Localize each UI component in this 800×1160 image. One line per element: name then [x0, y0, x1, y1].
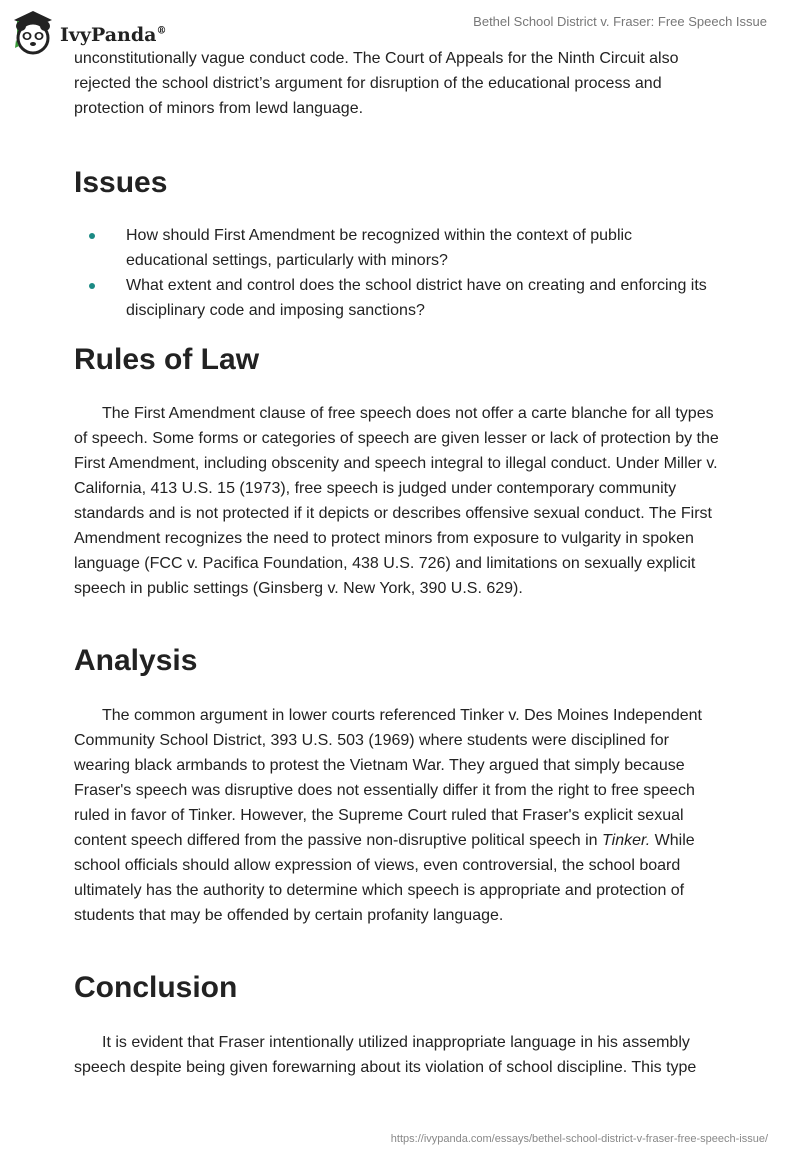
source-url-link[interactable]: https://ivypanda.com/essays/bethel-school-district-v-fraser-free-speech-issue/: [390, 1133, 768, 1145]
conclusion-heading: Conclusion: [74, 971, 238, 1004]
rules-heading: Rules of Law: [74, 343, 260, 376]
logo-text: IvyPanda®: [60, 24, 167, 46]
conclusion-paragraph: It is evident that Fraser intentionally utilized inappropriate language in his assembly speech despite being given forewarning about its violation of school discipline. This type: [74, 1034, 697, 1076]
intro-paragraph: unconstitutionally vague conduct code. The Court of Appeals for the Ninth Circuit also rejected the school district’s argument for disruption of the educational process and protection of minors from lewd language.: [74, 50, 679, 117]
analysis-paragraph: The common argument in lower courts referenced Tinker v. Des Moines Independent Community School District, 393 U.S. 503 (1969) where students were disciplined for wearing black armbands to protest the Vietnam War. They argued that simply because Fraser's speech was disruptive does not essentially differ it from the right to free speech ruled in favor of Tinker. However, the Supreme Court ruled that Fraser's explicit sexual content speech differed from the passive non-disruptive political speech in Tinker. While school officials should allow expression of views, even controversial, the school board ultimately has the authority to determine which speech is appropriate and protection of students that may be offended by certain profanity language.: [74, 707, 702, 924]
list-item: How should First Amendment be recognized within the context of public educational settings, particularly with minors?: [74, 223, 714, 273]
rules-paragraph: The First Amendment clause of free speech does not offer a carte blanche for all types of speech. Some forms or categories of speech are given lesser or lack of protection by the First Amendment, including obscenity and speech integral to illegal conduct. Under Miller v. California, 413 U.S. 15 (1973), free speech is judged under contemporary community standards and is not protected if it depicts or describes offensive sexual conduct. The First Amendment recognizes the need to protect minors from exposure to vulgarity in spoken language (FCC v. Pacifica Foundation, 438 U.S. 726) and limitations on sexually explicit speech in public settings (Ginsberg v. New York, 390 U.S. 629).: [74, 405, 719, 597]
issues-list: [74, 223, 714, 323]
document-title: Bethel School District v. Fraser: Free Speech Issue: [473, 14, 767, 29]
panda-graduate-icon: [12, 8, 54, 56]
list-item: What extent and control does the school district have on creating and enforcing its disciplinary code and imposing sanctions?: [74, 273, 714, 323]
issues-heading: Issues: [74, 166, 168, 199]
analysis-heading: Analysis: [74, 644, 198, 677]
